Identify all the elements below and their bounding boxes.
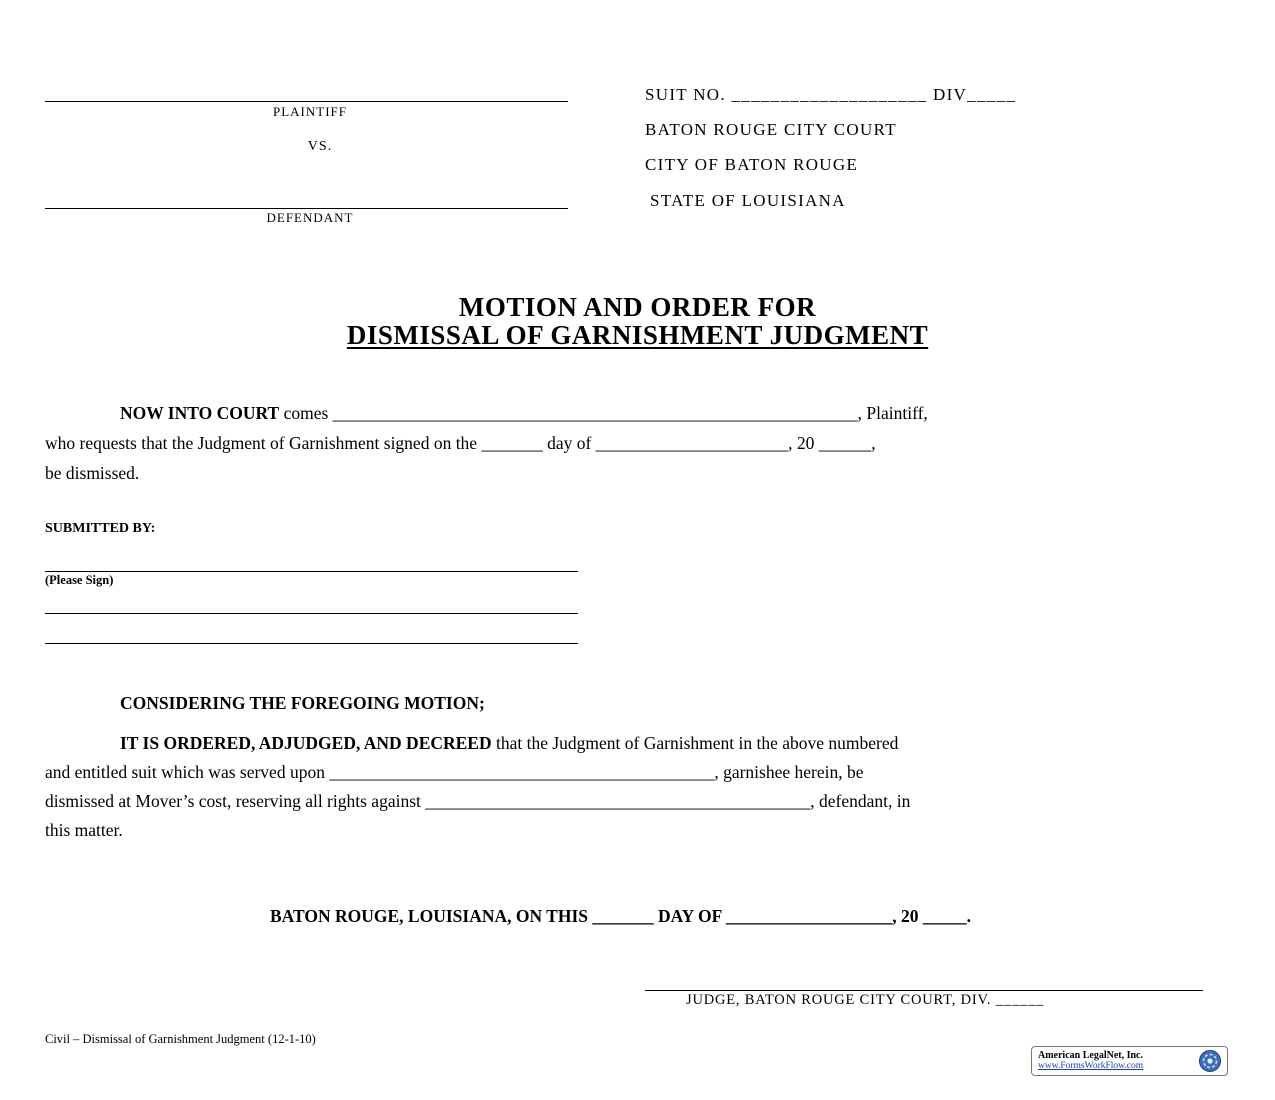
considering-heading: CONSIDERING THE FOREGOING MOTION; <box>120 693 485 713</box>
publisher-logo[interactable] <box>1031 1046 1228 1076</box>
submitter-name-line[interactable] <box>45 613 578 614</box>
document-title-line2 <box>0 320 1275 351</box>
publisher-name: American LegalNet, Inc. <box>1038 1050 1143 1061</box>
form-identifier: Civil – Dismissal of Garnishment Judgment (12-1-10) <box>45 1032 316 1046</box>
defendant-label: DEFENDANT <box>266 210 354 225</box>
court-name: BATON ROUGE CITY COURT <box>645 120 897 139</box>
now-into-court-lead: NOW INTO COURT <box>120 403 280 423</box>
motion-line-3: be dismissed. <box>45 463 140 483</box>
dated-line[interactable]: BATON ROUGE, LOUISIANA, ON THIS _______ DAY OF ___________________, 20 _____. <box>270 906 972 926</box>
order-line-1-rest: that the Judgment of Garnishment in the above numbered <box>491 733 899 753</box>
order-line-1 <box>120 733 898 754</box>
submitter-address-line[interactable] <box>45 643 578 644</box>
judge-signature-line[interactable] <box>645 990 1203 991</box>
globe-icon <box>1198 1049 1222 1073</box>
please-sign-note: (Please Sign) <box>45 573 114 587</box>
motion-line-2[interactable]: who requests that the Judgment of Garnishment signed on the _______ day of ______________________, 20 ______, <box>45 433 876 453</box>
document-title-line1: MOTION AND ORDER FOR <box>458 292 817 322</box>
plaintiff-name-field[interactable]: comes ____________________________________________________________, Plaintiff, <box>279 403 928 423</box>
court-state: STATE OF LOUISIANA <box>650 191 846 210</box>
defendant-signature-line[interactable] <box>45 208 568 209</box>
plaintiff-signature-line[interactable] <box>45 101 568 102</box>
motion-line-1 <box>120 403 928 424</box>
submitted-by-label: SUBMITTED BY: <box>45 521 156 536</box>
suit-number-field[interactable]: SUIT NO. ____________________ DIV_____ <box>645 85 1017 104</box>
ordered-lead: IT IS ORDERED, ADJUDGED, AND DECREED <box>120 733 492 753</box>
document-title-underlined: DISMISSAL OF GARNISHMENT JUDGMENT <box>346 320 929 350</box>
versus-label: VS. <box>307 139 333 154</box>
judge-label: JUDGE, BATON ROUGE CITY COURT, DIV. ______ <box>686 992 1045 1008</box>
order-line-4: this matter. <box>45 820 123 840</box>
order-line-2[interactable]: and entitled suit which was served upon ____________________________________________, garnishee herein, be <box>45 762 864 782</box>
submitter-signature-line[interactable] <box>45 571 578 572</box>
plaintiff-label: PLAINTIFF <box>272 104 347 119</box>
court-city: CITY OF BATON ROUGE <box>645 155 859 174</box>
publisher-website-link[interactable]: www.FormsWorkFlow.com <box>1038 1061 1144 1071</box>
order-line-3[interactable]: dismissed at Mover’s cost, reserving all rights against ____________________________________________, defendant, in <box>45 791 911 811</box>
